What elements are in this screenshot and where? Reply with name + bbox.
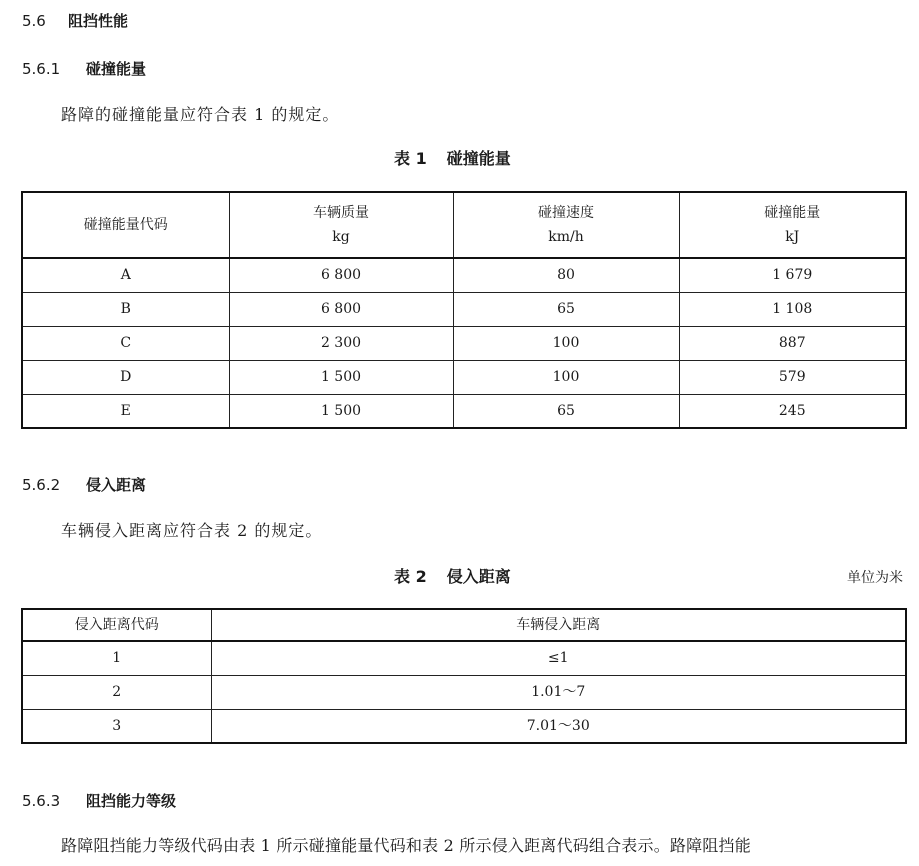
table-row xyxy=(22,675,906,709)
table2-caption xyxy=(394,564,511,587)
section-number: 5.6.2 xyxy=(22,476,61,494)
table-cell: 100 xyxy=(453,326,679,360)
table-cell: 2 300 xyxy=(229,326,453,360)
section-title: 阻挡能力等级 xyxy=(86,792,177,810)
table-cell: E xyxy=(22,394,229,428)
header-unit: km/h xyxy=(548,228,584,245)
section-5-6-3-heading xyxy=(22,790,176,811)
table-row xyxy=(22,394,906,428)
section-5-6-1-heading xyxy=(22,58,146,79)
table-cell: 1 108 xyxy=(679,292,906,326)
table-cell: 65 xyxy=(453,292,679,326)
table-cell: 887 xyxy=(679,326,906,360)
section-number: 5.6.1 xyxy=(22,60,61,78)
table-cell: 1 500 xyxy=(229,394,453,428)
table-row xyxy=(22,292,906,326)
table-cell: 1.01～7 xyxy=(211,675,906,709)
table-header-cell xyxy=(22,192,229,258)
table-cell: 6 800 xyxy=(229,258,453,292)
table-header-row xyxy=(22,192,906,258)
table1-caption-title: 碰撞能量 xyxy=(446,149,511,168)
table-cell: 1 500 xyxy=(229,360,453,394)
table-row xyxy=(22,360,906,394)
section-title: 阻挡性能 xyxy=(68,12,129,30)
table-header-cell xyxy=(229,192,453,258)
table-cell: 2 xyxy=(22,675,211,709)
table2 xyxy=(21,608,907,744)
table-header-cell: 侵入距离代码 xyxy=(22,609,211,641)
table-header-row xyxy=(22,609,906,641)
section-number: 5.6.3 xyxy=(22,792,61,810)
header-unit: kJ xyxy=(785,228,800,245)
header-name: 车辆质量 xyxy=(313,205,369,222)
section-5-6-2-body: 车辆侵入距离应符合表 2 的规定。 xyxy=(61,521,323,540)
section-5-6-1-body: 路障的碰撞能量应符合表 1 的规定。 xyxy=(61,105,340,124)
table-cell: 65 xyxy=(453,394,679,428)
table-cell: 3 xyxy=(22,709,211,743)
table-row xyxy=(22,258,906,292)
header-unit: kg xyxy=(332,228,350,245)
table-cell: 245 xyxy=(679,394,906,428)
table-cell: 1 xyxy=(22,641,211,675)
table1 xyxy=(21,191,907,429)
header-name: 碰撞能量代码 xyxy=(83,216,168,233)
table-cell: ≤1 xyxy=(211,641,906,675)
table-cell: 100 xyxy=(453,360,679,394)
section-5-6-2-heading xyxy=(22,474,146,495)
table-header-cell xyxy=(453,192,679,258)
table-cell: 6 800 xyxy=(229,292,453,326)
table2-caption-title: 侵入距离 xyxy=(446,567,511,586)
table1-caption xyxy=(394,146,511,169)
table2-unit-note: 单位为米 xyxy=(847,570,903,586)
section-title: 碰撞能量 xyxy=(86,60,147,78)
section-5-6-3-body: 路障阻挡能力等级代码由表 1 所示碰撞能量代码和表 2 所示侵入距离代码组合表示。路障阻挡能 xyxy=(61,836,751,855)
table-row xyxy=(22,326,906,360)
table-cell: A xyxy=(22,258,229,292)
table-cell: 1 679 xyxy=(679,258,906,292)
header-name: 碰撞能量 xyxy=(764,205,821,222)
table-row xyxy=(22,641,906,675)
table-cell: C xyxy=(22,326,229,360)
table-cell: 80 xyxy=(453,258,679,292)
header-name: 碰撞速度 xyxy=(538,205,594,222)
section-number: 5.6 xyxy=(22,12,46,30)
table-cell: D xyxy=(22,360,229,394)
table-cell: 579 xyxy=(679,360,906,394)
table-row xyxy=(22,709,906,743)
section-title: 侵入距离 xyxy=(86,476,147,494)
table1-caption-number: 表 1 xyxy=(394,149,427,168)
table-header-cell xyxy=(679,192,906,258)
table2-caption-number: 表 2 xyxy=(394,567,427,586)
table-cell: B xyxy=(22,292,229,326)
table-cell: 7.01～30 xyxy=(211,709,906,743)
table-header-cell: 车辆侵入距离 xyxy=(211,609,906,641)
section-5-6-heading xyxy=(22,10,128,31)
